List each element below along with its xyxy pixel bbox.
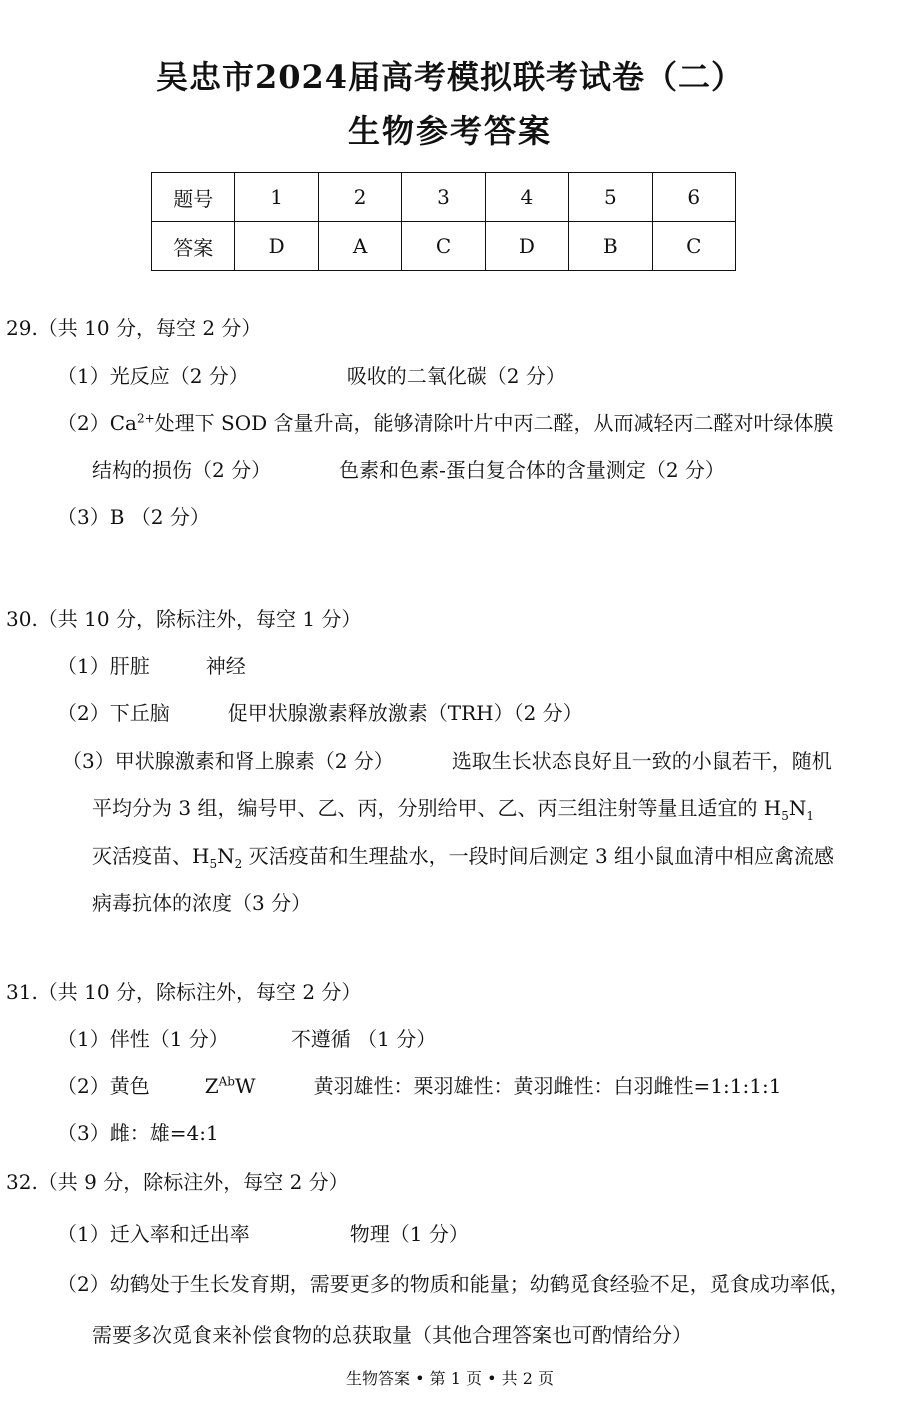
subscript: 5 — [209, 857, 218, 871]
answer-label: 答案 — [152, 222, 235, 271]
q30-part3-answer-a: （3）甲状腺激素和肾上腺素（2 分） — [62, 749, 394, 773]
page-title: 吴忠市2024届高考模拟联考试卷（二） — [155, 58, 745, 96]
q30-part3-line2-n: N — [788, 796, 807, 820]
q29-part1 — [57, 362, 566, 390]
answer-cell: C — [652, 222, 735, 271]
question-number: 5 — [569, 173, 652, 222]
answer-cell: D — [485, 222, 568, 271]
q30-part2-answer-b: 促甲状腺激素释放激素（TRH）（2 分） — [227, 701, 583, 725]
q32-part2-line1: （2）幼鹤处于生长发育期，需要更多的物质和能量；幼鹤觅食经验不足，觅食成功率低， — [57, 1272, 850, 1296]
q31-part2-genotype-w: W — [235, 1074, 256, 1098]
q29-part2-line1 — [57, 409, 834, 437]
answer-table — [151, 172, 736, 271]
answer-cell: A — [318, 222, 401, 271]
q31-part1-answer-a: （1）伴性（1 分） — [57, 1027, 229, 1051]
q30-heading: 30.（共 10 分，除标注外，每空 1 分） — [6, 607, 362, 631]
q30-part3-line2-text: 平均分为 3 组，编号甲、乙、丙，分别给甲、乙、丙三组注射等量且适宜的 H — [92, 796, 782, 820]
q31-part2-genotype-z: Z — [204, 1074, 219, 1098]
q32-part2-line2: 需要多次觅食来补偿食物的总获取量（其他合理答案也可酌情给分） — [92, 1323, 692, 1347]
q30-part3-line3 — [92, 842, 834, 870]
q32-part1-answer-a: （1）迁入率和迁出率 — [57, 1222, 250, 1246]
header-label: 题号 — [152, 173, 235, 222]
q30-part3-line3-n: N — [217, 844, 235, 868]
question-number: 1 — [235, 173, 318, 222]
page-footer: 生物答案 • 第 1 页 • 共 2 页 — [346, 1369, 554, 1388]
q29-part2-text: 处理下 SOD 含量升高，能够清除叶片中丙二醛，从而减轻丙二醛对叶绿体膜 — [154, 411, 834, 435]
question-number: 6 — [652, 173, 735, 222]
q29-part2-answer-a: 结构的损伤（2 分） — [92, 458, 272, 482]
q30-part3-line1 — [62, 747, 832, 775]
q30-part1-answer-a: （1）肝脏 — [57, 654, 150, 678]
q29-part1-answer-a: （1）光反应（2 分） — [57, 364, 249, 388]
answer-cell: D — [235, 222, 318, 271]
q30-part3-line3-text: 灭活疫苗和生理盐水，一段时间后测定 3 组小鼠血清中相应禽流感 — [242, 844, 835, 868]
page-subtitle: 生物参考答案 — [347, 112, 552, 150]
q29-part1-answer-b: 吸收的二氧化碳（2 分） — [346, 364, 566, 388]
q30-part3-line2 — [92, 794, 814, 822]
q31-part2-answer-a: （2）黄色 — [57, 1074, 150, 1098]
q31-part1 — [57, 1025, 436, 1053]
table-row-numbers — [152, 173, 736, 222]
question-number: 2 — [318, 173, 401, 222]
subscript: 5 — [781, 809, 789, 823]
question-number: 4 — [485, 173, 568, 222]
answer-cell: C — [402, 222, 485, 271]
q32-heading: 32.（共 9 分，除标注外，每空 2 分） — [6, 1170, 349, 1194]
q30-part3-line3-prefix: 灭活疫苗、H — [92, 844, 210, 868]
question-number: 3 — [402, 173, 485, 222]
q29-part3: （3）B （2 分） — [57, 505, 210, 529]
q30-part3-answer-b: 选取生长状态良好且一致的小鼠若干，随机 — [451, 749, 832, 773]
q29-part2-superscript: 2+ — [136, 411, 155, 426]
q30-part3-line4: 病毒抗体的浓度（3 分） — [92, 891, 312, 915]
q31-heading: 31.（共 10 分，除标注外，每空 2 分） — [6, 980, 362, 1004]
q29-part2-answer-b: 色素和色素-蛋白复合体的含量测定（2 分） — [339, 458, 725, 482]
q29-part2-line2 — [92, 456, 725, 484]
q29-part2-prefix: （2）Ca — [57, 411, 137, 435]
table-row-answers — [152, 222, 736, 271]
q30-part1 — [57, 652, 246, 680]
subscript: 2 — [234, 857, 243, 871]
q31-part2 — [57, 1072, 781, 1100]
subscript: 1 — [806, 809, 815, 823]
q31-part2-genotype-superscript: Ab — [218, 1074, 235, 1089]
q30-part1-answer-b: 神经 — [205, 654, 246, 678]
q32-part1-answer-b: 物理（1 分） — [349, 1222, 469, 1246]
q32-part1 — [57, 1220, 469, 1248]
q30-part2 — [57, 699, 583, 727]
q30-part2-answer-a: （2）下丘脑 — [57, 701, 170, 725]
q31-part1-answer-b: 不遵循 （1 分） — [290, 1027, 437, 1051]
q29-heading: 29.（共 10 分，每空 2 分） — [6, 316, 262, 340]
q31-part3: （3）雌：雄=4:1 — [57, 1121, 219, 1145]
answer-cell: B — [569, 222, 652, 271]
q31-part2-answer-c: 黄羽雄性：栗羽雄性：黄羽雌性：白羽雌性=1:1:1:1 — [313, 1074, 782, 1098]
